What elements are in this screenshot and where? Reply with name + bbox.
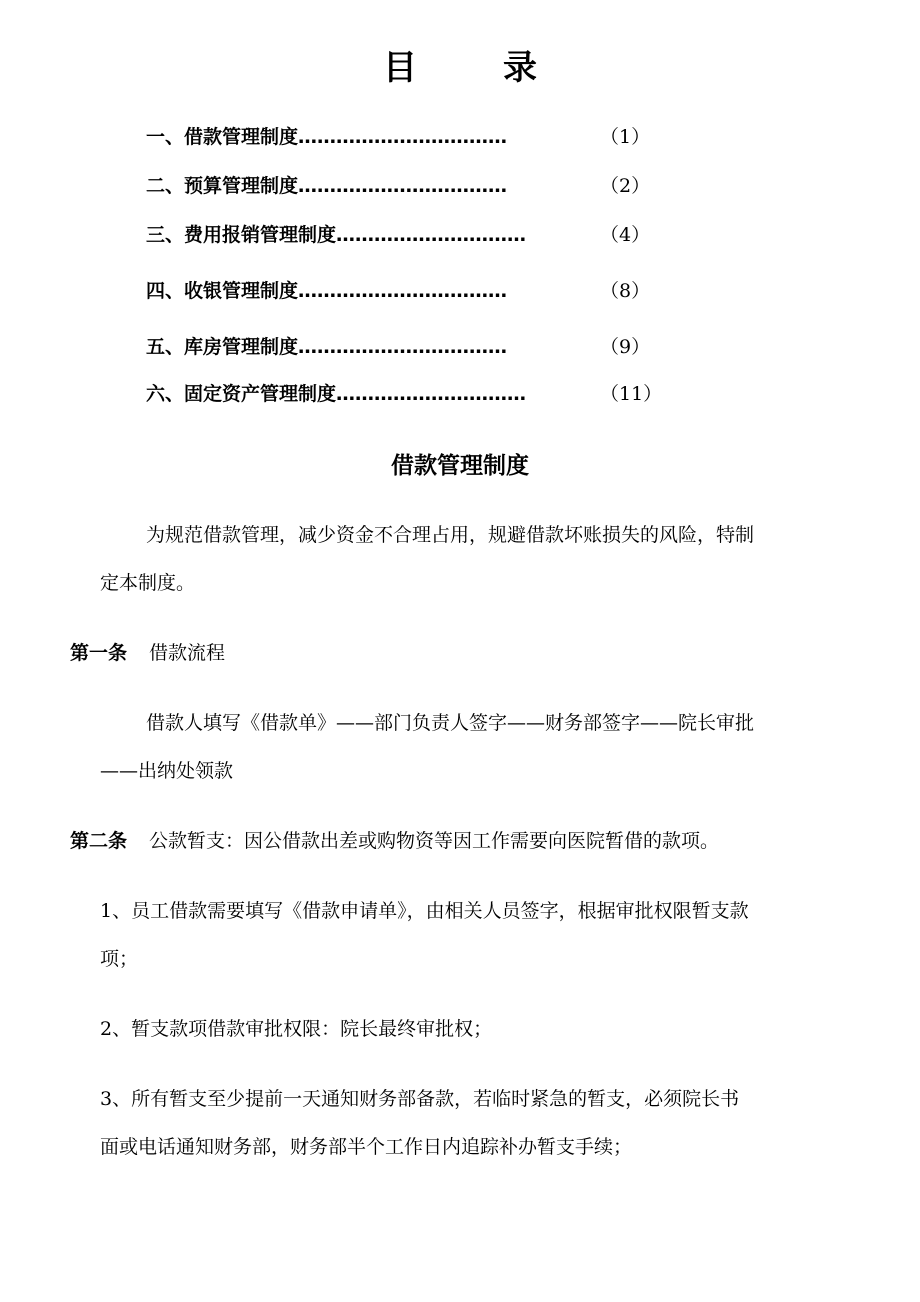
toc-item-page: （4） [600,224,651,246]
toc-item-2[interactable] [146,171,651,201]
toc-leader: ………………………… [336,224,527,246]
toc-item-4[interactable] [146,276,651,306]
toc-item-label: 一、借款管理制度 [146,126,299,148]
toc-item-label: 六、固定资产管理制度 [146,383,337,405]
toc-item-label: 四、收银管理制度 [146,280,299,302]
toc-title-right: 录 [503,48,537,88]
article-1-text: 借款流程 [149,642,226,664]
toc-item-5[interactable] [146,332,651,362]
toc-item-page: （8） [600,280,651,302]
toc-leader: …………………………… [298,175,508,197]
toc-leader: …………………………… [298,336,508,358]
toc-title [0,44,920,92]
toc-leader: …………………………… [298,280,508,302]
toc-item-label: 三、费用报销管理制度 [146,224,337,246]
toc-item-label: 二、预算管理制度 [146,175,299,197]
flow-line-1: 借款人填写《借款单》——部门负责人签字——财务部签字——院长审批 [146,712,755,734]
intro-line-1: 为规范借款管理，减少资金不合理占用，规避借款坏账损失的风险，特制 [146,524,755,546]
item-1-line-1: 1、员工借款需要填写《借款申请单》，由相关人员签字，根据审批权限暂支款 [100,900,749,922]
item-1-line-2: 项； [100,948,139,970]
section-title: 借款管理制度 [391,453,529,479]
toc-item-page: （2） [600,175,651,197]
item-2: 2、暂支款项借款审批权限：院长最终审批权； [100,1018,493,1040]
toc-item-page: （11） [600,383,663,405]
article-2-label: 第二条 [70,830,128,852]
item-3-line-2: 面或电话通知财务部，财务部半个工作日内追踪补办暂支手续； [100,1136,633,1158]
article-1 [70,630,225,676]
toc-leader: ………………………… [336,383,527,405]
toc-item-page: （9） [600,336,651,358]
article-1-label: 第一条 [70,642,128,664]
flow-line-2: ——出纳处领款 [100,760,234,782]
toc-leader: …………………………… [298,126,508,148]
toc-item-page: （1） [600,126,651,148]
article-2 [70,818,719,864]
toc-item-6[interactable] [146,379,663,409]
item-3-line-1: 3、所有暂支至少提前一天通知财务部备款，若临时紧急的暂支，必须院长书 [100,1088,740,1110]
article-2-text: 公款暂支：因公借款出差或购物资等因工作需要向医院暂借的款项。 [149,830,720,852]
toc-item-1[interactable] [146,122,651,152]
toc-item-3[interactable] [146,220,651,250]
intro-line-2: 定本制度。 [100,572,196,594]
toc-title-left: 目 [383,48,417,88]
toc-item-label: 五、库房管理制度 [146,336,299,358]
